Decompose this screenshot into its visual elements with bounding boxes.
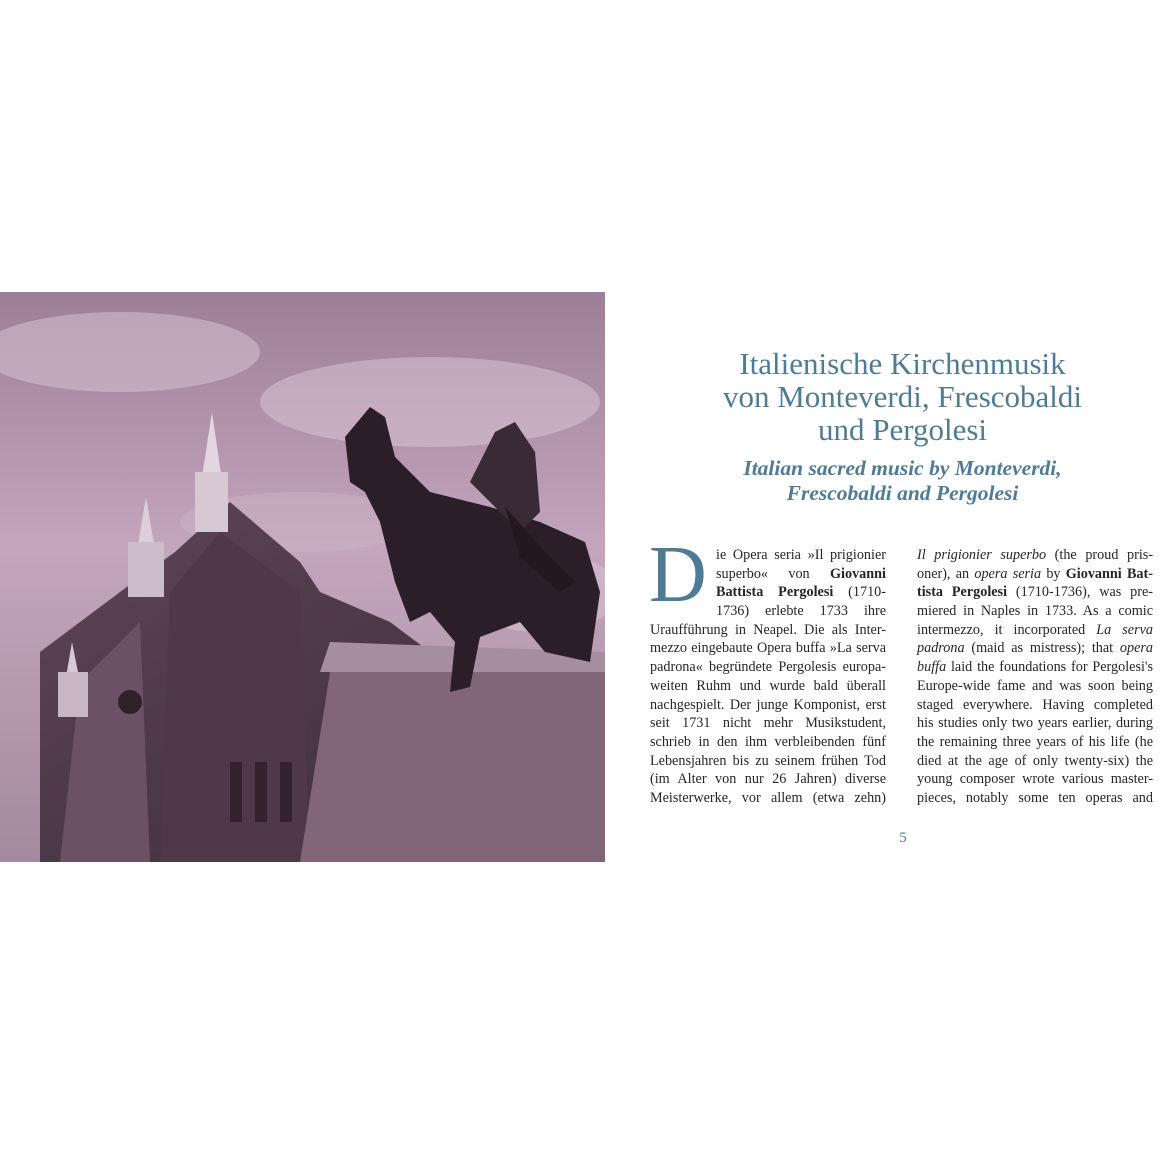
- equestrian-statue-church-photo: [0, 292, 605, 862]
- text-line: Battista Pergolesi (1710-: [716, 584, 887, 601]
- page-title: [650, 347, 1155, 446]
- english-text-column: [917, 546, 1153, 808]
- title-line: von Monteverdi, Frescobaldi: [722, 379, 1082, 414]
- text-line: schrieb in den ihm verbleibenden fünf: [650, 733, 886, 750]
- text-line: Uraufführung in Neapel. Die als Inter-: [650, 621, 886, 638]
- title-line: und Pergolesi: [817, 412, 988, 447]
- text-line: intermezzo, it incorporated La serva: [917, 621, 1153, 638]
- drop-cap: D: [649, 531, 707, 619]
- text-line: Europe-wide fame and was soon being: [917, 677, 1153, 694]
- header-photo: [0, 292, 605, 862]
- text-line: young composer wrote various master-: [917, 771, 1153, 788]
- text-line: Il prigionier superbo (the proud pris-: [917, 547, 1153, 563]
- text-line: oner), an opera seria by Giovanni Bat-: [917, 565, 1153, 582]
- page-subtitle: [650, 456, 1155, 506]
- text-line: 1736) erlebte 1733 ihre: [716, 603, 886, 620]
- text-line: superbo« von Giovanni: [716, 565, 886, 582]
- text-line: the remaining three years of his life (he: [917, 733, 1153, 750]
- subtitle-line: Frescobaldi and Pergolesi: [786, 481, 1019, 505]
- text-line: Meisterwerke, vor allem (etwa zehn): [650, 789, 886, 806]
- text-line: (im Alter von nur 26 Jahren) diverse: [650, 771, 886, 788]
- german-text-column: [650, 546, 886, 808]
- text-line: staged everywhere. Having completed: [917, 696, 1153, 713]
- text-line: seit 1731 nicht mehr Musikstudent,: [650, 715, 886, 732]
- text-line: pieces, notably some ten operas and: [917, 789, 1153, 806]
- text-line: tista Pergolesi (1710-1736), was pre-: [917, 584, 1154, 601]
- title-line: Italienische Kirchenmusik: [739, 346, 1066, 381]
- subtitle-line: Italian sacred music by Monteverdi,: [743, 456, 1062, 480]
- text-line: nachgespielt. Der junge Komponist, erst: [650, 696, 886, 713]
- text-line: padrona (maid as mistress); that opera: [917, 640, 1153, 657]
- text-line: mezzo eingebaute Opera buffa »La serva: [650, 640, 886, 657]
- text-line: buffa laid the foundations for Pergolesi's: [917, 659, 1153, 676]
- text-line: his studies only two years earlier, during: [917, 715, 1153, 732]
- text-line: died at the age of only twenty-six) the: [917, 752, 1153, 769]
- page-number: 5: [899, 830, 907, 846]
- text-line: miered in Naples in 1733. As a comic: [917, 603, 1153, 620]
- text-line: weiten Ruhm und wurde bald überall: [650, 677, 886, 694]
- text-line: Lebensjahren bis zu seinem frühen Tod: [650, 752, 886, 769]
- text-line: ie Opera seria »Il prigionier: [716, 547, 886, 563]
- text-line: padrona« begründete Pergolesis europa-: [650, 659, 886, 676]
